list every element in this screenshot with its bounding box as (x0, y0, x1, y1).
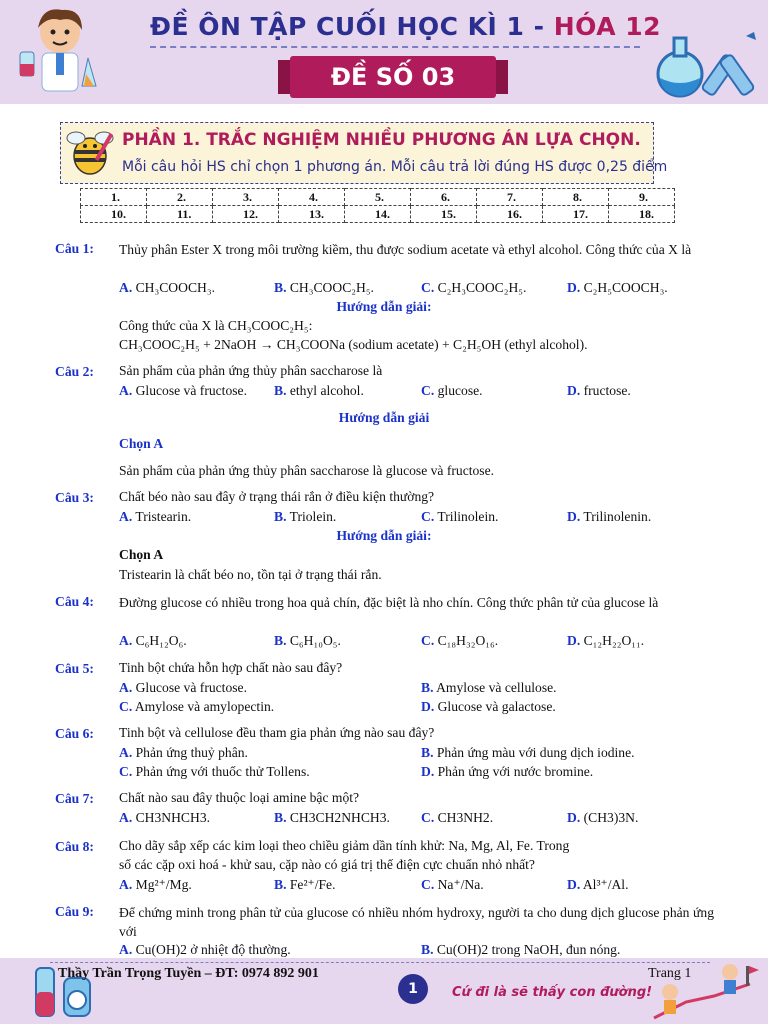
option-c[interactable]: C. C₂H₃COOC₂H₅. (421, 280, 527, 295)
answer-cell[interactable]: 11. (147, 206, 213, 223)
option-d[interactable]: D. C₂H₅COOCH₃. (567, 280, 668, 295)
question-text: Chất nào sau đây thuộc loại amine bậc một? (119, 790, 360, 805)
title-underline (150, 46, 640, 48)
option-a[interactable]: A. CH3NHCH3. (119, 810, 211, 825)
option-letter: B. (274, 877, 287, 892)
option-letter: A. (119, 280, 133, 295)
bee-icon (62, 124, 118, 180)
solution-text: Tristearin là chất béo no, tồn tại ở trạng thái rắn. (119, 567, 382, 582)
option-b[interactable]: B. C₆H₁₀O₅. (274, 633, 341, 648)
page-label: Trang 1 (648, 966, 692, 981)
option-letter: D. (567, 877, 581, 892)
option-c[interactable]: C. CH3NH2. (421, 810, 494, 825)
question-text: số các cặp oxi hoá - khử sau, cặp nào có giá trị thế điện cực chuẩn nhỏ nhất? (119, 857, 535, 872)
question-number: Câu 4: (55, 594, 94, 609)
page-number-badge: 1 (398, 974, 428, 1004)
option-d[interactable]: D. Phản ứng với nước bromine. (421, 764, 594, 779)
footer-divider (50, 962, 710, 963)
option-d[interactable]: D. C₁₂H₂₂O₁₁. (567, 633, 645, 648)
option-letter: A. (119, 633, 133, 648)
question-text: Thủy phân Ester X trong môi trường kiềm, thu được sodium acetate và ethyl alcohol. Công thức của X là (119, 242, 692, 257)
solution-heading: Hướng dẫn giải: (336, 528, 432, 543)
option-b[interactable]: B. CH3CH2NHCH3. (274, 810, 390, 825)
option-letter: C. (119, 699, 133, 714)
part-1-subtitle: Mỗi câu hỏi HS chỉ chọn 1 phương án. Mỗi câu trả lời đúng HS được 0,25 điểm (122, 159, 668, 175)
question-text: Chất béo nào sau đây ở trạng thái rắn ở điều kiện thường? (119, 489, 435, 504)
option-b[interactable]: B. Fe²⁺/Fe. (274, 877, 336, 892)
option-letter: C. (421, 509, 435, 524)
option-a[interactable]: A. Cu(OH)2 ở nhiệt độ thường. (119, 942, 291, 957)
answer-cell[interactable]: 16. (477, 206, 543, 223)
question-number: Câu 2: (55, 364, 94, 379)
solution-equation: CH₃COOC₂H₅ + 2NaOH → CH₃COONa (sodium acetate) + C₂H₅OH (ethyl alcohol). (119, 337, 588, 352)
option-letter: D. (421, 764, 435, 779)
option-letter: D. (567, 633, 581, 648)
option-d[interactable]: D. fructose. (567, 383, 631, 398)
option-b[interactable]: B. Cu(OH)2 trong NaOH, đun nóng. (421, 942, 621, 957)
option-a[interactable]: A. Phản ứng thuỷ phân. (119, 745, 248, 760)
option-c[interactable]: C. Na⁺/Na. (421, 877, 484, 892)
option-letter: B. (274, 509, 287, 524)
answer-cell[interactable]: 15. (411, 206, 477, 223)
option-letter: D. (567, 810, 581, 825)
solution-text: Công thức của X là CH₃COOC₂H₅: (119, 318, 313, 333)
scientist-kid-icon (8, 2, 108, 102)
question-number: Câu 5: (55, 661, 94, 676)
chosen-answer: Chọn A (119, 436, 164, 451)
option-a[interactable]: A. Mg²⁺/Mg. (119, 877, 192, 892)
option-letter: B. (421, 745, 434, 760)
option-letter: C. (421, 633, 435, 648)
option-b[interactable]: B. ethyl alcohol. (274, 383, 364, 398)
option-c[interactable]: C. C₁₈H₃₂O₁₆. (421, 633, 499, 648)
chosen-answer: Chọn A (119, 547, 164, 562)
question-number: Câu 7: (55, 791, 94, 806)
option-letter: D. (567, 509, 581, 524)
answer-cell[interactable]: 14. (345, 206, 411, 223)
option-a[interactable]: A. CH₃COOCH₃. (119, 280, 215, 295)
option-letter: D. (567, 280, 581, 295)
answer-cell[interactable]: 4. (279, 189, 345, 206)
lab-flask-icon (650, 30, 760, 100)
question-number: Câu 3: (55, 490, 94, 505)
answer-cell[interactable]: 10. (81, 206, 147, 223)
question-text: Tinh bột chứa hỗn hợp chất nào sau đây? (119, 660, 343, 675)
question-number: Câu 8: (55, 839, 94, 854)
option-letter: B. (274, 383, 287, 398)
option-letter: B. (421, 680, 434, 695)
answer-cell[interactable]: 7. (477, 189, 543, 206)
option-letter: C. (421, 810, 435, 825)
option-letter: C. (421, 877, 435, 892)
kids-climbing-icon (650, 962, 760, 1022)
option-letter: B. (421, 942, 434, 957)
option-a[interactable]: A. Tristearin. (119, 509, 192, 524)
option-letter: A. (119, 383, 133, 398)
solution-heading: Hướng dẫn giải: (336, 299, 432, 314)
answer-cell[interactable]: 9. (609, 189, 675, 206)
question-number: Câu 6: (55, 726, 94, 741)
answer-grid-row (81, 206, 675, 223)
question-text: Tinh bột và cellulose đều tham gia phản ứng nào sau đây? (119, 725, 435, 740)
answer-cell[interactable]: 1. (81, 189, 147, 206)
answer-grid (80, 188, 675, 223)
solution-text: Sản phẩm của phản ứng thủy phân saccharose là glucose và fructose. (119, 463, 495, 478)
option-letter: D. (421, 699, 435, 714)
option-a[interactable]: A. C₆H₁₂O₆. (119, 633, 187, 648)
option-letter: A. (119, 877, 133, 892)
option-b[interactable]: B. Amylose và cellulose. (421, 680, 557, 695)
answer-cell[interactable]: 6. (411, 189, 477, 206)
answer-cell[interactable]: 17. (543, 206, 609, 223)
answer-cell[interactable]: 8. (543, 189, 609, 206)
author-contact: Thầy Trần Trọng Tuyền – ĐT: 0974 892 901 (58, 966, 319, 981)
option-letter: C. (421, 280, 435, 295)
question-text: Để chứng minh trong phân tử của glucose có nhiều nhóm hydroxy, người ta cho dung dịch glucose phản ứng với (119, 905, 714, 939)
option-letter: B. (274, 810, 287, 825)
answer-grid-row (81, 189, 675, 206)
question-text: Đường glucose có nhiều trong hoa quả chín, đặc biệt là nho chín. Công thức phân tử của glucose là (119, 595, 659, 610)
answer-cell[interactable]: 3. (213, 189, 279, 206)
option-c[interactable]: C. Amylose và amylopectin. (119, 699, 275, 714)
question-text: Sản phẩm của phản ứng thủy phân saccharose là (119, 363, 383, 378)
answer-cell[interactable]: 2. (147, 189, 213, 206)
answer-cell[interactable]: 13. (279, 206, 345, 223)
footer-slogan: Cứ đi là sẽ thấy con đường! (452, 985, 653, 1000)
option-letter: D. (567, 383, 581, 398)
option-c[interactable]: C. Trilinolein. (421, 509, 499, 524)
option-a[interactable]: A. Glucose và fructose. (119, 383, 247, 398)
option-b[interactable]: B. Triolein. (274, 509, 337, 524)
option-letter: A. (119, 745, 133, 760)
option-c[interactable]: C. glucose. (421, 383, 483, 398)
question-number: Câu 9: (55, 904, 94, 919)
page-title: ĐỀ ÔN TẬP CUỐI HỌC KÌ 1 - HÓA 12 (150, 12, 662, 41)
option-letter: A. (119, 810, 133, 825)
question-number: Câu 1: (55, 241, 94, 256)
option-b[interactable]: B. CH₃COOC₂H₅. (274, 280, 374, 295)
option-c[interactable]: C. Phản ứng với thuốc thử Tollens. (119, 764, 310, 779)
ribbon-right (494, 60, 508, 94)
option-d[interactable]: D. Al³⁺/Al. (567, 877, 629, 892)
exam-number-badge: ĐỀ SỐ 03 (290, 56, 496, 98)
option-letter: C. (119, 764, 133, 779)
option-letter: A. (119, 680, 133, 695)
answer-cell[interactable]: 5. (345, 189, 411, 206)
answer-cell[interactable]: 12. (213, 206, 279, 223)
solution-heading: Hướng dẫn giải (338, 410, 430, 425)
option-d[interactable]: D. Glucose và galactose. (421, 699, 556, 714)
answer-cell[interactable]: 18. (609, 206, 675, 223)
option-b[interactable]: B. Phản ứng màu với dung dịch iodine. (421, 745, 635, 760)
question-text: Cho dãy sắp xếp các kim loại theo chiều giảm dần tính khử: Na, Mg, Al, Fe. Trong (119, 838, 570, 853)
part-1-title: PHẦN 1. TRẮC NGHIỆM NHIỀU PHƯƠNG ÁN LỰA CHỌN. (122, 130, 641, 150)
option-letter: A. (119, 509, 133, 524)
option-a[interactable]: A. Glucose và fructose. (119, 680, 247, 695)
option-letter: A. (119, 942, 133, 957)
option-letter: C. (421, 383, 435, 398)
option-letter: B. (274, 280, 287, 295)
option-d[interactable]: D. Trilinolenin. (567, 509, 652, 524)
option-letter: B. (274, 633, 287, 648)
option-d[interactable]: D. (CH3)3N. (567, 810, 639, 825)
